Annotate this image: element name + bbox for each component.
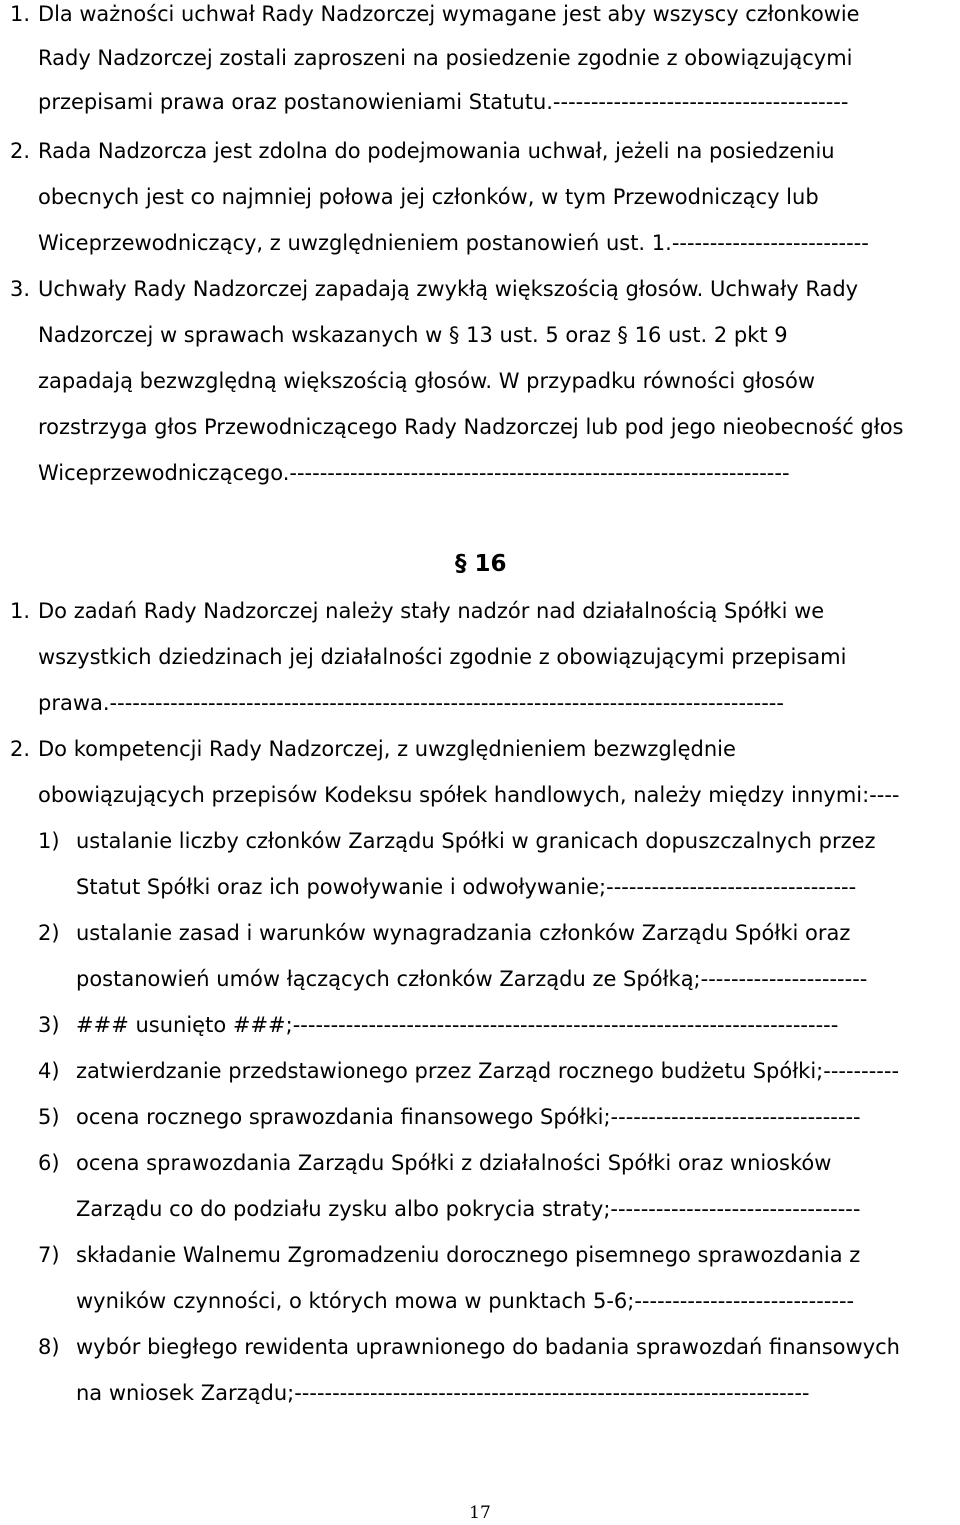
paragraph-line [38, 0, 955, 29]
paragraph-line: Rady Nadzorczej zostali zaproszeni na posiedzenie zgodnie z obowiązującymi [38, 46, 853, 70]
list-item-line: wybór biegłego rewidenta uprawnionego do badania sprawozdań finansowych [76, 1335, 900, 1359]
list-item-number: 3) [38, 1013, 60, 1037]
paragraph-line: Wiceprzewodniczący, z uwzględnieniem postanowień ust. 1.-------------------------- [38, 231, 869, 255]
paragraph-line: Uchwały Rady Nadzorczej zapadają zwykłą większością głosów. Uchwały Rady [38, 277, 859, 301]
paragraph-line: prawa.----------------------------------------------------------------------------------------- [38, 691, 784, 715]
list-item-number: 5) [38, 1105, 60, 1129]
paragraph-line: Rada Nadzorcza jest zdolna do podejmowania uchwał, jeżeli na posiedzeniu [38, 139, 835, 163]
list-item-line: ocena rocznego sprawozdania finansowego Spółki;--------------------------------- [76, 1105, 861, 1129]
list-item-number: 6) [38, 1151, 60, 1175]
list-item-number: 8) [38, 1335, 60, 1359]
paragraph-line: Nadzorczej w sprawach wskazanych w § 13 ust. 5 oraz § 16 ust. 2 pkt 9 [38, 323, 788, 347]
list-item-number: 7) [38, 1243, 60, 1267]
paragraph-line: obecnych jest co najmniej połowa jej członków, w tym Przewodniczący lub [38, 185, 819, 209]
list-item-number: 4) [38, 1059, 60, 1083]
paragraph-line: Wiceprzewodniczącego.------------------------------------------------------------------ [38, 461, 790, 485]
list-item-number: 2) [38, 921, 60, 945]
list-item-line: ### usunięto ###;------------------------------------------------------------------------ [76, 1013, 839, 1037]
paragraph-number: 2. [10, 737, 31, 761]
paragraph-line: Do kompetencji Rady Nadzorczej, z uwzględnieniem bezwzględnie [38, 737, 736, 761]
paragraph-text: Dla ważności uchwał Rady Nadzorczej wymagane jest aby wszyscy członkowie [38, 2, 860, 26]
list-item-number: 1) [38, 829, 60, 853]
paragraph-number: 1. [10, 599, 31, 623]
paragraph-line: wszystkich dziedzinach jej działalności zgodnie z obowiązującymi przepisami [38, 645, 847, 669]
list-item-line: ocena sprawozdania Zarządu Spółki z działalności Spółki oraz wniosków [76, 1151, 832, 1175]
page-number: 17 [469, 1503, 491, 1523]
paragraph-line: przepisami prawa oraz postanowieniami Statutu.--------------------------------------- [38, 90, 849, 114]
paragraph-number: 2. [10, 139, 31, 163]
paragraph-line: Do zadań Rady Nadzorczej należy stały nadzór nad działalnością Spółki we [38, 599, 825, 623]
list-item-line: wyników czynności, o których mowa w punktach 5-6;----------------------------- [76, 1289, 855, 1313]
list-item-line: Zarządu co do podziału zysku albo pokrycia straty;--------------------------------- [76, 1197, 861, 1221]
list-item-line: Statut Spółki oraz ich powoływanie i odwoływanie;--------------------------------- [76, 875, 857, 899]
paragraph-line: obowiązujących przepisów Kodeksu spółek handlowych, należy między innymi:---- [38, 783, 900, 807]
section-heading: § 16 [455, 551, 507, 577]
paragraph-number: 1. [10, 2, 31, 26]
list-item-line: zatwierdzanie przedstawionego przez Zarząd rocznego budżetu Spółki;---------- [76, 1059, 900, 1083]
paragraph-number: 3. [10, 277, 31, 301]
paragraph-line: zapadają bezwzględną większością głosów. W przypadku równości głosów [38, 369, 816, 393]
list-item-line: ustalanie liczby członków Zarządu Spółki w granicach dopuszczalnych przez [76, 829, 876, 853]
list-item-line: na wniosek Zarządu;-------------------------------------------------------------------- [76, 1381, 810, 1405]
list-item-line: składanie Walnemu Zgromadzeniu dorocznego pisemnego sprawozdania z [76, 1243, 861, 1267]
list-item-line: ustalanie zasad i warunków wynagradzania członków Zarządu Spółki oraz [76, 921, 851, 945]
list-item-line: postanowień umów łączących członków Zarządu ze Spółką;---------------------- [76, 967, 868, 991]
paragraph-line: rozstrzyga głos Przewodniczącego Rady Nadzorczej lub pod jego nieobecność głos [38, 415, 904, 439]
